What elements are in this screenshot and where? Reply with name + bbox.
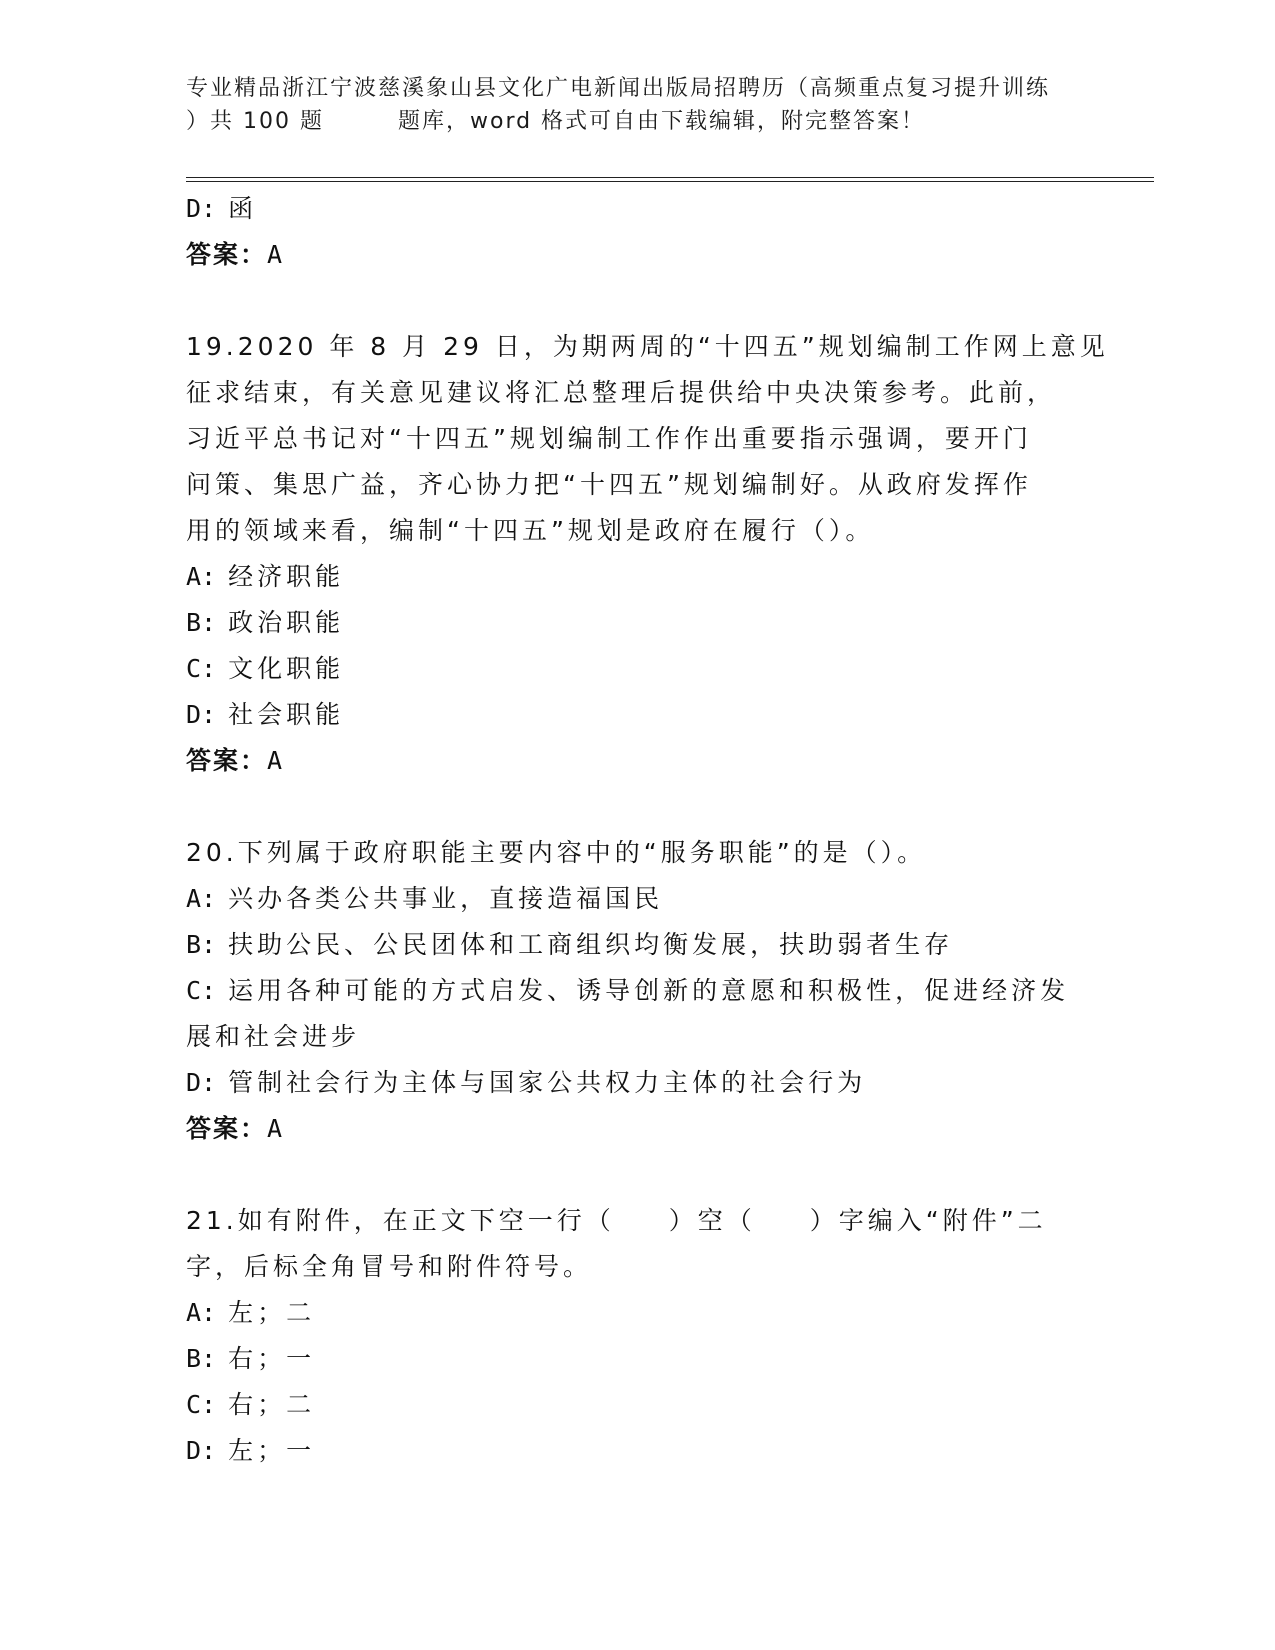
- q20-option-d: D: 管制社会行为主体与国家公共权力主体的社会行为: [186, 1068, 867, 1097]
- header-count: ）共 100 题: [186, 109, 324, 134]
- q21-option-a: A: 左；二: [186, 1298, 316, 1327]
- q20-answer: 答案：A: [186, 1114, 285, 1143]
- q20-option-b: B: 扶助公民、公民团体和工商组织均衡发展，扶助弱者生存: [186, 930, 954, 959]
- q19-option-c: C: 文化职能: [186, 654, 345, 683]
- header-title-line-2: [186, 105, 1086, 138]
- q21-option-c: C: 右；二: [186, 1390, 316, 1419]
- question-20: [186, 830, 1086, 876]
- q19-answer: 答案：A: [186, 746, 285, 775]
- document-body: [186, 186, 1109, 1474]
- question-text-line: 21.如有附件，在正文下空一行（ ）空（ ）字编入“附件”二: [186, 1206, 1047, 1235]
- question-text-line: 习近平总书记对“十四五”规划编制工作作出重要指示强调，要开门: [186, 424, 1032, 453]
- header-description: 题库，word 格式可自由下载编辑，附完整答案！: [397, 109, 926, 134]
- question-21: [186, 1198, 1086, 1290]
- q19-option-a: A: 经济职能: [186, 562, 345, 591]
- question-text-line: 20.下列属于政府职能主要内容中的“服务职能”的是（）。: [186, 838, 927, 867]
- question-text-line: 字，后标全角冒号和附件符号。: [186, 1252, 593, 1281]
- q19-option-d: D: 社会职能: [186, 700, 345, 729]
- header-title-line-1: 专业精品浙江宁波慈溪象山县文化广电新闻出版局招聘历（高频重点复习提升训练: [186, 76, 1051, 101]
- header-divider-top: [186, 177, 1154, 178]
- q21-option-d: D: 左；一: [186, 1436, 316, 1465]
- q20-option-c-continued: 展和社会进步: [186, 1022, 361, 1051]
- question-text-line: 问策、集思广益，齐心协力把“十四五”规划编制好。从政府发挥作: [186, 470, 1032, 499]
- q18-answer: 答案：A: [186, 240, 285, 269]
- q21-option-b: B: 右；一: [186, 1344, 316, 1373]
- question-19: [186, 324, 1109, 554]
- question-text-line: 用的领域来看，编制“十四五”规划是政府在履行（）。: [186, 516, 875, 545]
- q18-option-d: D: 函: [186, 194, 258, 223]
- question-text-line: 19.2020 年 8 月 29 日，为期两周的“十四五”规划编制工作网上意见: [186, 332, 1109, 361]
- header-divider-bottom: [186, 181, 1154, 182]
- q20-option-a: A: 兴办各类公共事业，直接造福国民: [186, 884, 664, 913]
- question-text-line: 征求结束，有关意见建议将汇总整理后提供给中央决策参考。此前，: [186, 378, 1057, 407]
- document-header: [186, 72, 1086, 138]
- q20-option-c: C: 运用各种可能的方式启发、诱导创新的意愿和积极性，促进经济发: [186, 976, 1070, 1005]
- q19-option-b: B: 政治职能: [186, 608, 345, 637]
